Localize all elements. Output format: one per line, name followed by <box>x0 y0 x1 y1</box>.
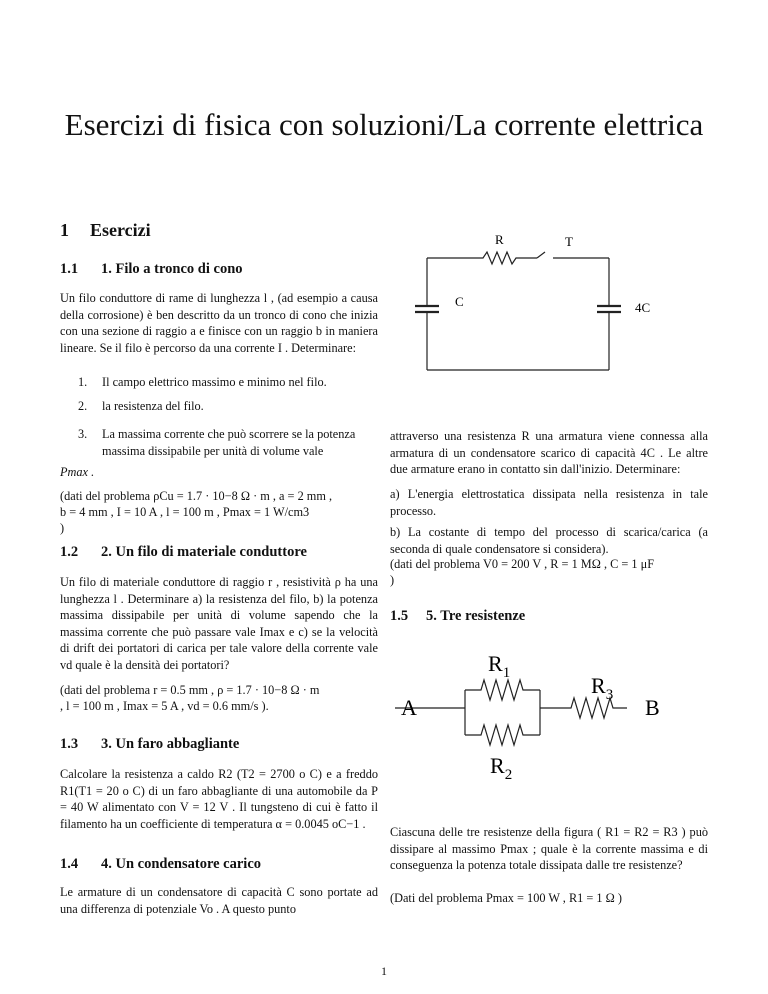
label-r1: $R_1$ <box>488 651 511 681</box>
problem-data: (dati del problema r = 0.5 mm , ρ = 1.7 · 10−8 Ω · m <box>60 683 320 697</box>
subsection-title: 2. Un filo di materiale conduttore <box>101 544 307 560</box>
problem-data: (dati del problema ρCu = 1.7 · 10−8 Ω · m , a = 2 mm , <box>60 489 333 503</box>
label-b: B <box>645 695 660 720</box>
label-4c: 4C <box>635 300 651 315</box>
section-number: 1 <box>60 220 69 240</box>
paragraph: Calcolare la resistenza a caldo R2 (T2 = 2700 o C) e a freddo R1(T1 = 20 o C) di un faro abbagliante di una automobile da P = 40 W alimentato con V = 12 V . Il tungsteno di cui è fatto il filamento ha un coefficiente di temperatura α = 0.0045 oC−1 . <box>60 767 378 831</box>
list-item: La massima corrente che può scorrere se la potenza massima dissipabile per unità di volume vale <box>102 427 356 458</box>
list-item-number: 3. <box>78 427 88 441</box>
subsection-number: 1.1 <box>60 261 79 277</box>
problem-data: ) <box>390 573 395 587</box>
label-r2: $R_2$ <box>490 753 513 780</box>
list-item: la resistenza del filo. <box>102 399 204 413</box>
paragraph: attraverso una resistenza R una armatura viene connessa alla armatura di un condensatore scarico di capacità 4C . Le altre due armature erano in contatto sin dall'inizio. Determinare: <box>390 429 708 476</box>
subsection-title: 1. Filo a tronco di cono <box>101 261 243 277</box>
subsection-title: 4. Un condensatore carico <box>101 856 262 872</box>
label-r3: $R_3$ <box>591 673 614 703</box>
problem-data: (dati del problema V0 = 200 V , R = 1 MΩ , C = 1 μF <box>390 557 655 571</box>
label-r: R <box>495 232 504 247</box>
problem-data: ) <box>60 521 65 535</box>
three-resistors-diagram <box>395 645 675 780</box>
list-item-number: 2. <box>78 399 88 413</box>
switch-t-symbol <box>537 252 545 258</box>
rc-circuit-diagram <box>395 228 713 373</box>
resistor-r2-symbol <box>465 725 540 745</box>
paragraph: b) La costante di tempo del processo di scarica/carica (a seconda di quale condensatore si considera). <box>390 525 708 556</box>
list-item-number: 1. <box>78 375 88 389</box>
resistor-r-symbol <box>427 252 537 264</box>
label-c: C <box>455 294 464 309</box>
math-expression: Pmax . <box>60 465 95 479</box>
problem-data: b = 4 mm , I = 10 A , l = 100 m , Pmax = 1 W/cm3 <box>60 505 310 519</box>
problem-data: , l = 100 m , Imax = 5 A , vd = 0.6 mm/s ). <box>60 699 269 713</box>
section-title: Esercizi <box>90 220 151 240</box>
subsection-number: 1.2 <box>60 544 79 560</box>
paragraph: Ciascuna delle tre resistenze della figura ( R1 = R2 = R3 ) può dissipare al massimo Pmax ; quale è la corrente massima e di conseguenza la potenza totale dissipata dalle tre resistenze? <box>390 825 708 872</box>
list-item: Il campo elettrico massimo e minimo nel filo. <box>102 375 327 389</box>
page-number: 1 <box>381 964 387 978</box>
paragraph: Un filo conduttore di rame di lunghezza l , (ad esempio a causa della corrosione) è ben descritto da un tronco di cono che inizia con una sezione di raggio a e finisce con un raggio b in maniera lineare. Se il filo è percorso da una corrente I . Determinare: <box>60 291 378 355</box>
problem-data: (Dati del problema Pmax = 100 W , R1 = 1 Ω ) <box>390 891 622 905</box>
page-title: Esercizi di fisica con soluzioni/La corrente elettrica <box>64 107 704 142</box>
subsection-number: 1.3 <box>60 736 79 752</box>
paragraph: Le armature di un condensatore di capacità C sono portate ad una differenza di potenziale Vo . A questo punto <box>60 885 378 916</box>
resistor-r3-symbol <box>565 698 627 718</box>
label-t: T <box>565 234 573 249</box>
label-a: A <box>401 695 417 720</box>
subsection-title: 3. Un faro abbagliante <box>101 736 240 752</box>
resistor-r1-symbol <box>465 680 540 700</box>
subsection-title: 5. Tre resistenze <box>426 608 526 624</box>
subsection-number: 1.4 <box>60 856 79 872</box>
paragraph: a) L'energia elettrostatica dissipata nella resistenza in tale processo. <box>390 487 708 518</box>
paragraph: Un filo di materiale conduttore di raggio r , resistività ρ ha una lunghezza l . Determinare a) la resistenza del filo, b) la potenza massima dissipabile per unità di volume sapendo che la massima corrente che può passare vale Imax e c) se la velocità di drift dei portatori di carica per tale valore della corrente vale vd quale è la densità dei portatori? <box>60 575 378 672</box>
subsection-number: 1.5 <box>390 608 409 624</box>
